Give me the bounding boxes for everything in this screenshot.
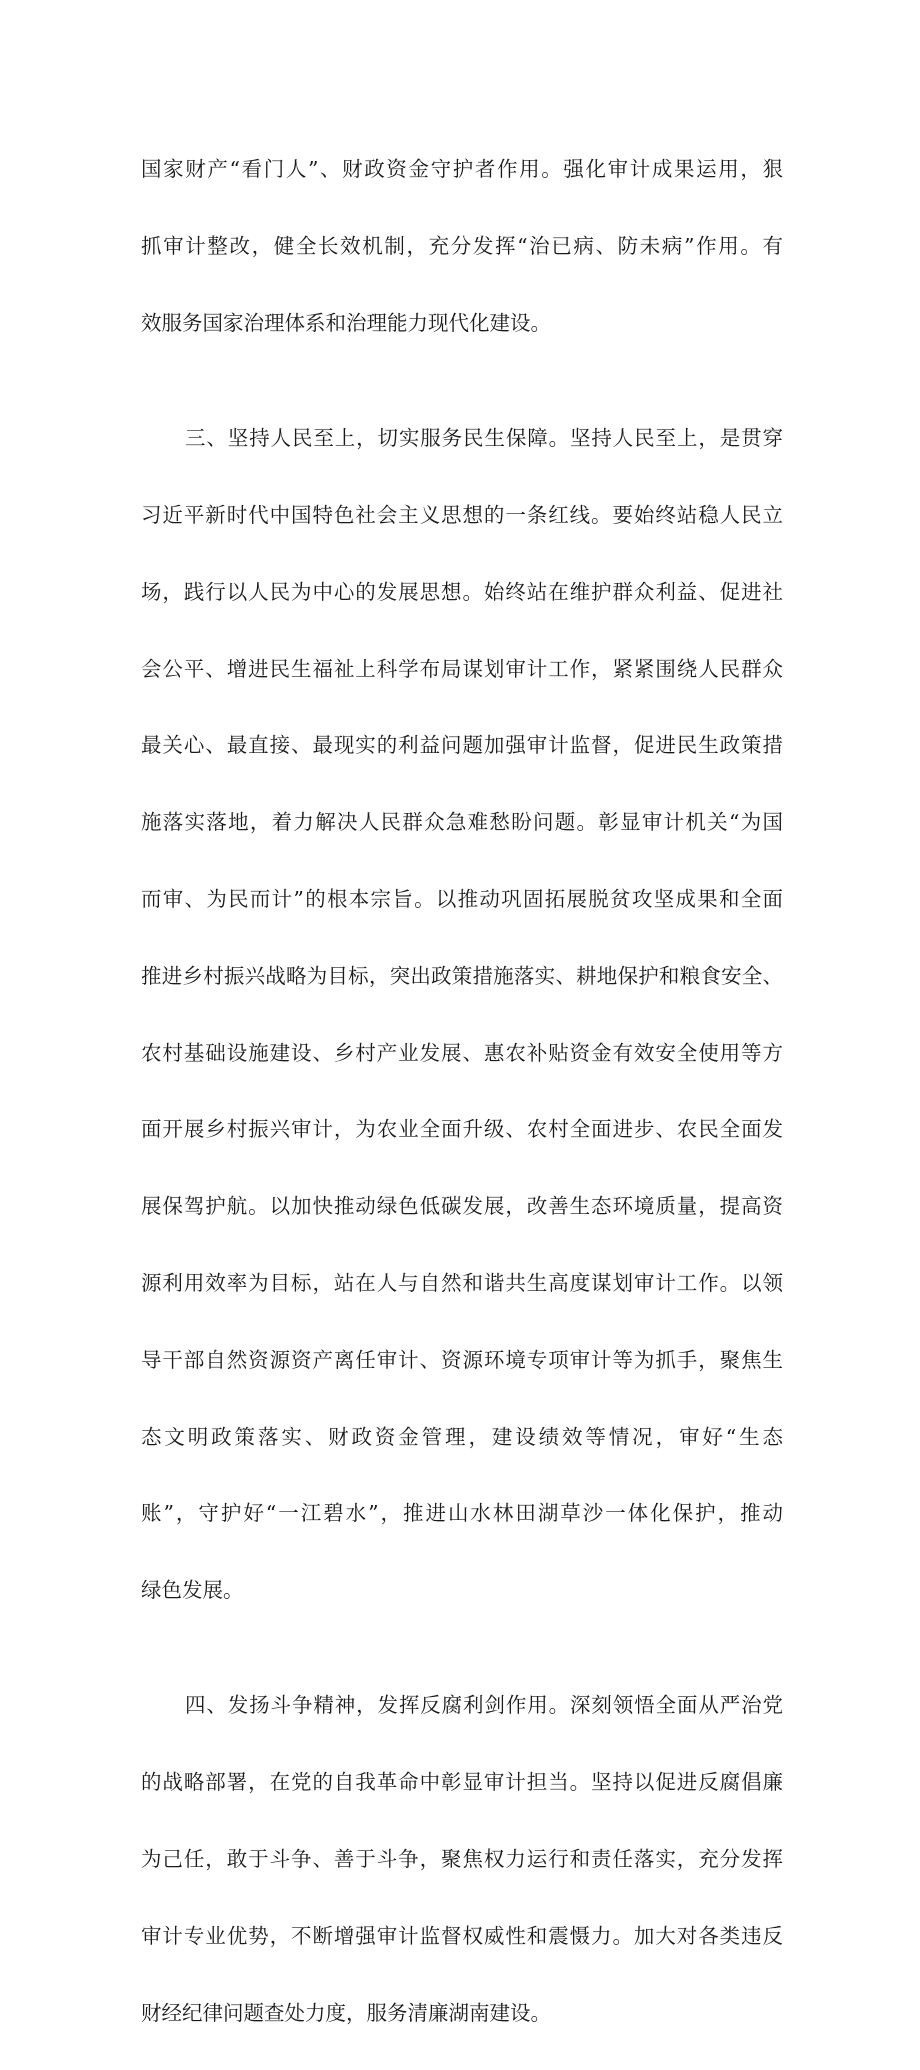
document-body [141,112,783,2070]
text-line: 账”，守护好“一江碧水”，推进山水林田湖草沙一体化保护，推动 [141,1501,783,1526]
text-line: 农村基础设施建设、乡村产业发展、惠农补贴资金有效安全使用等方 [141,1040,783,1065]
text-line: 而审、为民而计”的根本宗旨。以推动巩固拓展脱贫攻坚成果和全面 [141,886,783,911]
text-line: 绿色发展。 [141,1578,244,1603]
text-line: 面开展乡村振兴审计，为农业全面升级、农村全面进步、农民全面发 [141,1117,783,1142]
text-line: 的战略部署，在党的自我革命中彰显审计担当。坚持以促进反腐倡廉 [141,1770,783,1795]
text-line: 展保驾护航。以加快推动绿色低碳发展，改善生态环境质量，提高资 [141,1194,783,1219]
text-line: 源利用效率为目标，站在人与自然和谐共生高度谋划审计工作。以领 [141,1270,783,1295]
text-line: 抓审计整改，健全长效机制，充分发挥“治已病、防未病”作用。有 [141,234,783,259]
text-line: 审计专业优势，不断增强审计监督权威性和震慑力。加大对各类违反 [141,1923,783,1948]
text-line: 场，践行以人民为中心的发展思想。始终站在维护群众利益、促进社 [141,579,783,604]
text-line: 效服务国家治理体系和治理能力现代化建设。 [141,311,551,335]
text-line: 会公平、增进民生福祉上科学布局谋划审计工作，紧紧围绕人民群众 [141,656,783,681]
text-line: 国家财产“看门人”、财政资金守护者作用。强化审计成果运用，狠 [141,157,783,182]
text-line: 最关心、最直接、最现实的利益问题加强审计监督，促进民生政策措 [141,733,783,758]
text-line: 三、坚持人民至上，切实服务民生保障。坚持人民至上，是贯穿 [185,426,783,451]
text-line: 态文明政策落实、财政资金管理，建设绩效等情况，审好“生态 [141,1424,783,1449]
text-line: 四、发扬斗争精神，发挥反腐利剑作用。深刻领悟全面从严治党 [185,1693,783,1718]
text-line: 施落实落地，着力解决人民群众急难愁盼问题。彰显审计机关“为国 [141,810,783,835]
paragraph-section-three [141,381,783,1648]
text-line: 习近平新时代中国特色社会主义思想的一条红线。要始终站稳人民立 [141,503,783,527]
text-line: 导干部自然资源资产离任审计、资源环境专项审计等为抓手，聚焦生 [141,1347,783,1372]
text-line: 财经纪律问题查处力度，服务清廉湖南建设。 [141,2000,551,2025]
text-line: 为己任，敢于斗争、善于斗争，聚焦权力运行和责任落实，充分发挥 [141,1846,783,1871]
text-line: 推进乡村振兴战略为目标，突出政策措施落实、耕地保护和粮食安全、 [141,963,783,988]
paragraph-section-four [141,1648,783,2070]
paragraph-continuation [141,112,783,381]
